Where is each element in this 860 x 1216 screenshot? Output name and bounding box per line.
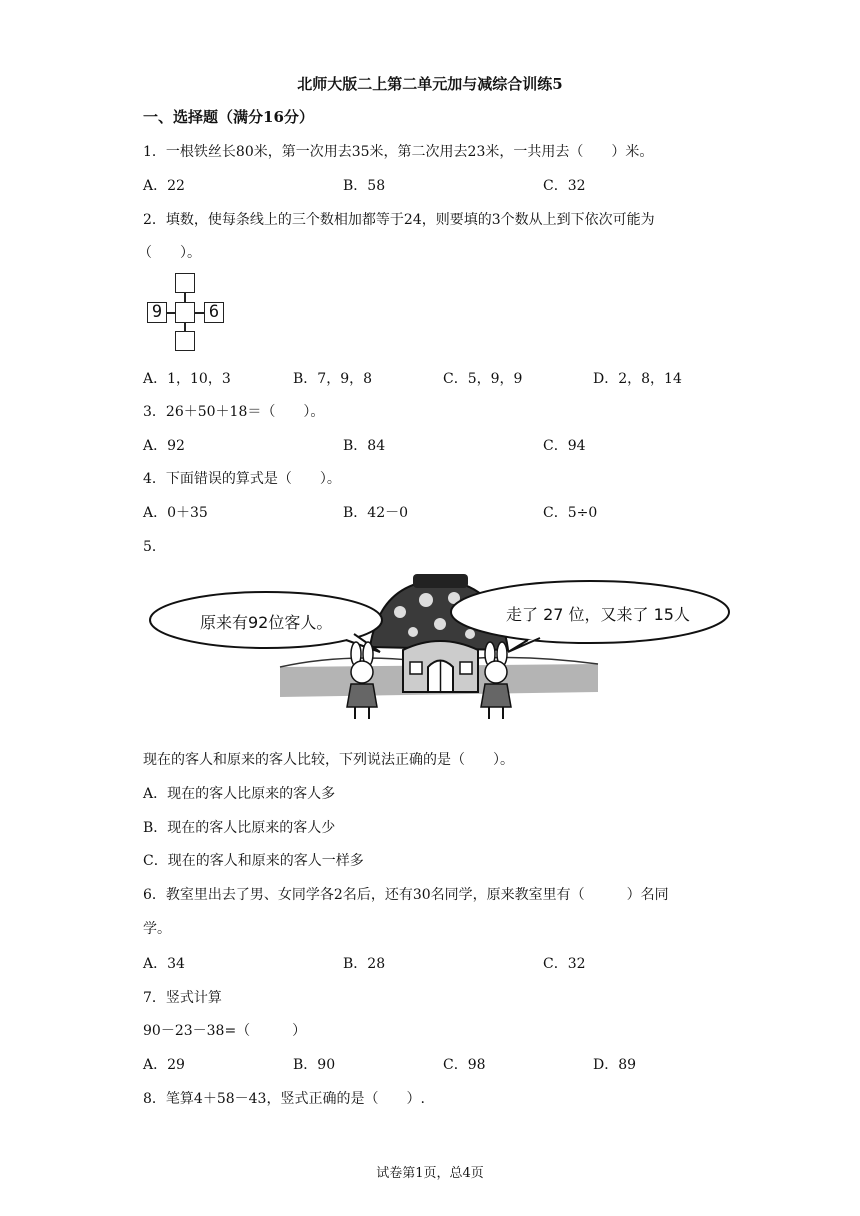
q6-option-c: C．32 bbox=[543, 956, 586, 972]
question-7: 7．竖式计算 bbox=[143, 990, 222, 1006]
q2-option-c: C．5，9，9 bbox=[443, 371, 523, 387]
q2-option-a: A．1，10，3 bbox=[143, 371, 231, 387]
q7-option-c: C．98 bbox=[443, 1057, 486, 1073]
bubble-left-text: 原来有92位客人。 bbox=[200, 613, 333, 632]
page-title: 北师大版二上第二单元加与减综合训练5 bbox=[297, 75, 563, 93]
q4-option-b: B．42－0 bbox=[343, 505, 409, 521]
q1-option-a: A．22 bbox=[143, 178, 185, 194]
q5-option-b: B．现在的客人比原来的客人少 bbox=[143, 820, 336, 836]
cross-diagram bbox=[146, 272, 228, 352]
q6-option-a: A．34 bbox=[143, 956, 185, 972]
question-2-line2: （ ）。 bbox=[138, 245, 201, 261]
question-2-line1: 2．填数，使每条线上的三个数相加都等于24，则要填的3个数从上到下依次可能为 bbox=[143, 212, 655, 228]
guests-illustration bbox=[148, 572, 732, 732]
question-1: 1．一根铁丝长80米，第一次用去35米，第二次用去23米，一共用去（ ）米。 bbox=[143, 144, 654, 160]
q7-expression: 90－23－38=（ ） bbox=[143, 1023, 307, 1039]
q6-option-b: B．28 bbox=[343, 956, 386, 972]
q5-option-a: A．现在的客人比原来的客人多 bbox=[143, 786, 336, 802]
q3-option-b: B．84 bbox=[343, 438, 386, 454]
q4-option-c: C．5÷0 bbox=[543, 505, 598, 521]
page-footer: 试卷第1页，总4页 bbox=[376, 1166, 484, 1181]
question-8: 8．笔算4＋58－43，竖式正确的是（ ）. bbox=[143, 1091, 425, 1107]
q1-option-b: B．58 bbox=[343, 178, 386, 194]
right-number-box: 6 bbox=[204, 302, 224, 323]
top-blank-box bbox=[175, 273, 195, 293]
left-number-box: 9 bbox=[147, 302, 167, 323]
question-3: 3．26＋50＋18＝（ ）。 bbox=[143, 404, 325, 420]
section-heading: 一、选择题（满分16分） bbox=[143, 108, 314, 126]
bottom-blank-box bbox=[175, 331, 195, 351]
question-5-text: 现在的客人和原来的客人比较，下列说法正确的是（ ）。 bbox=[143, 752, 514, 768]
bubble-right-text: 走了 27 位，又来了 15人 bbox=[506, 605, 690, 624]
q5-option-c: C．现在的客人和原来的客人一样多 bbox=[143, 853, 364, 869]
q7-option-d: D．89 bbox=[593, 1057, 637, 1073]
center-blank-box bbox=[175, 302, 195, 323]
q2-option-d: D．2，8，14 bbox=[593, 371, 682, 387]
question-6-line1: 6．教室里出去了男、女同学各2名后，还有30名同学，原来教室里有（ ）名同 bbox=[143, 887, 669, 903]
q3-option-a: A．92 bbox=[143, 438, 185, 454]
question-5-number: 5． bbox=[143, 539, 166, 555]
q7-option-b: B．90 bbox=[293, 1057, 336, 1073]
question-6-line2: 学。 bbox=[143, 921, 171, 937]
q4-option-a: A．0＋35 bbox=[143, 505, 208, 521]
illustration-svg bbox=[148, 572, 732, 732]
q2-option-b: B．7，9，8 bbox=[293, 371, 373, 387]
q3-option-c: C．94 bbox=[543, 438, 586, 454]
question-4: 4．下面错误的算式是（ ）。 bbox=[143, 471, 341, 487]
q7-option-a: A．29 bbox=[143, 1057, 185, 1073]
vertical-connector-top bbox=[184, 292, 186, 302]
q1-option-c: C．32 bbox=[543, 178, 586, 194]
